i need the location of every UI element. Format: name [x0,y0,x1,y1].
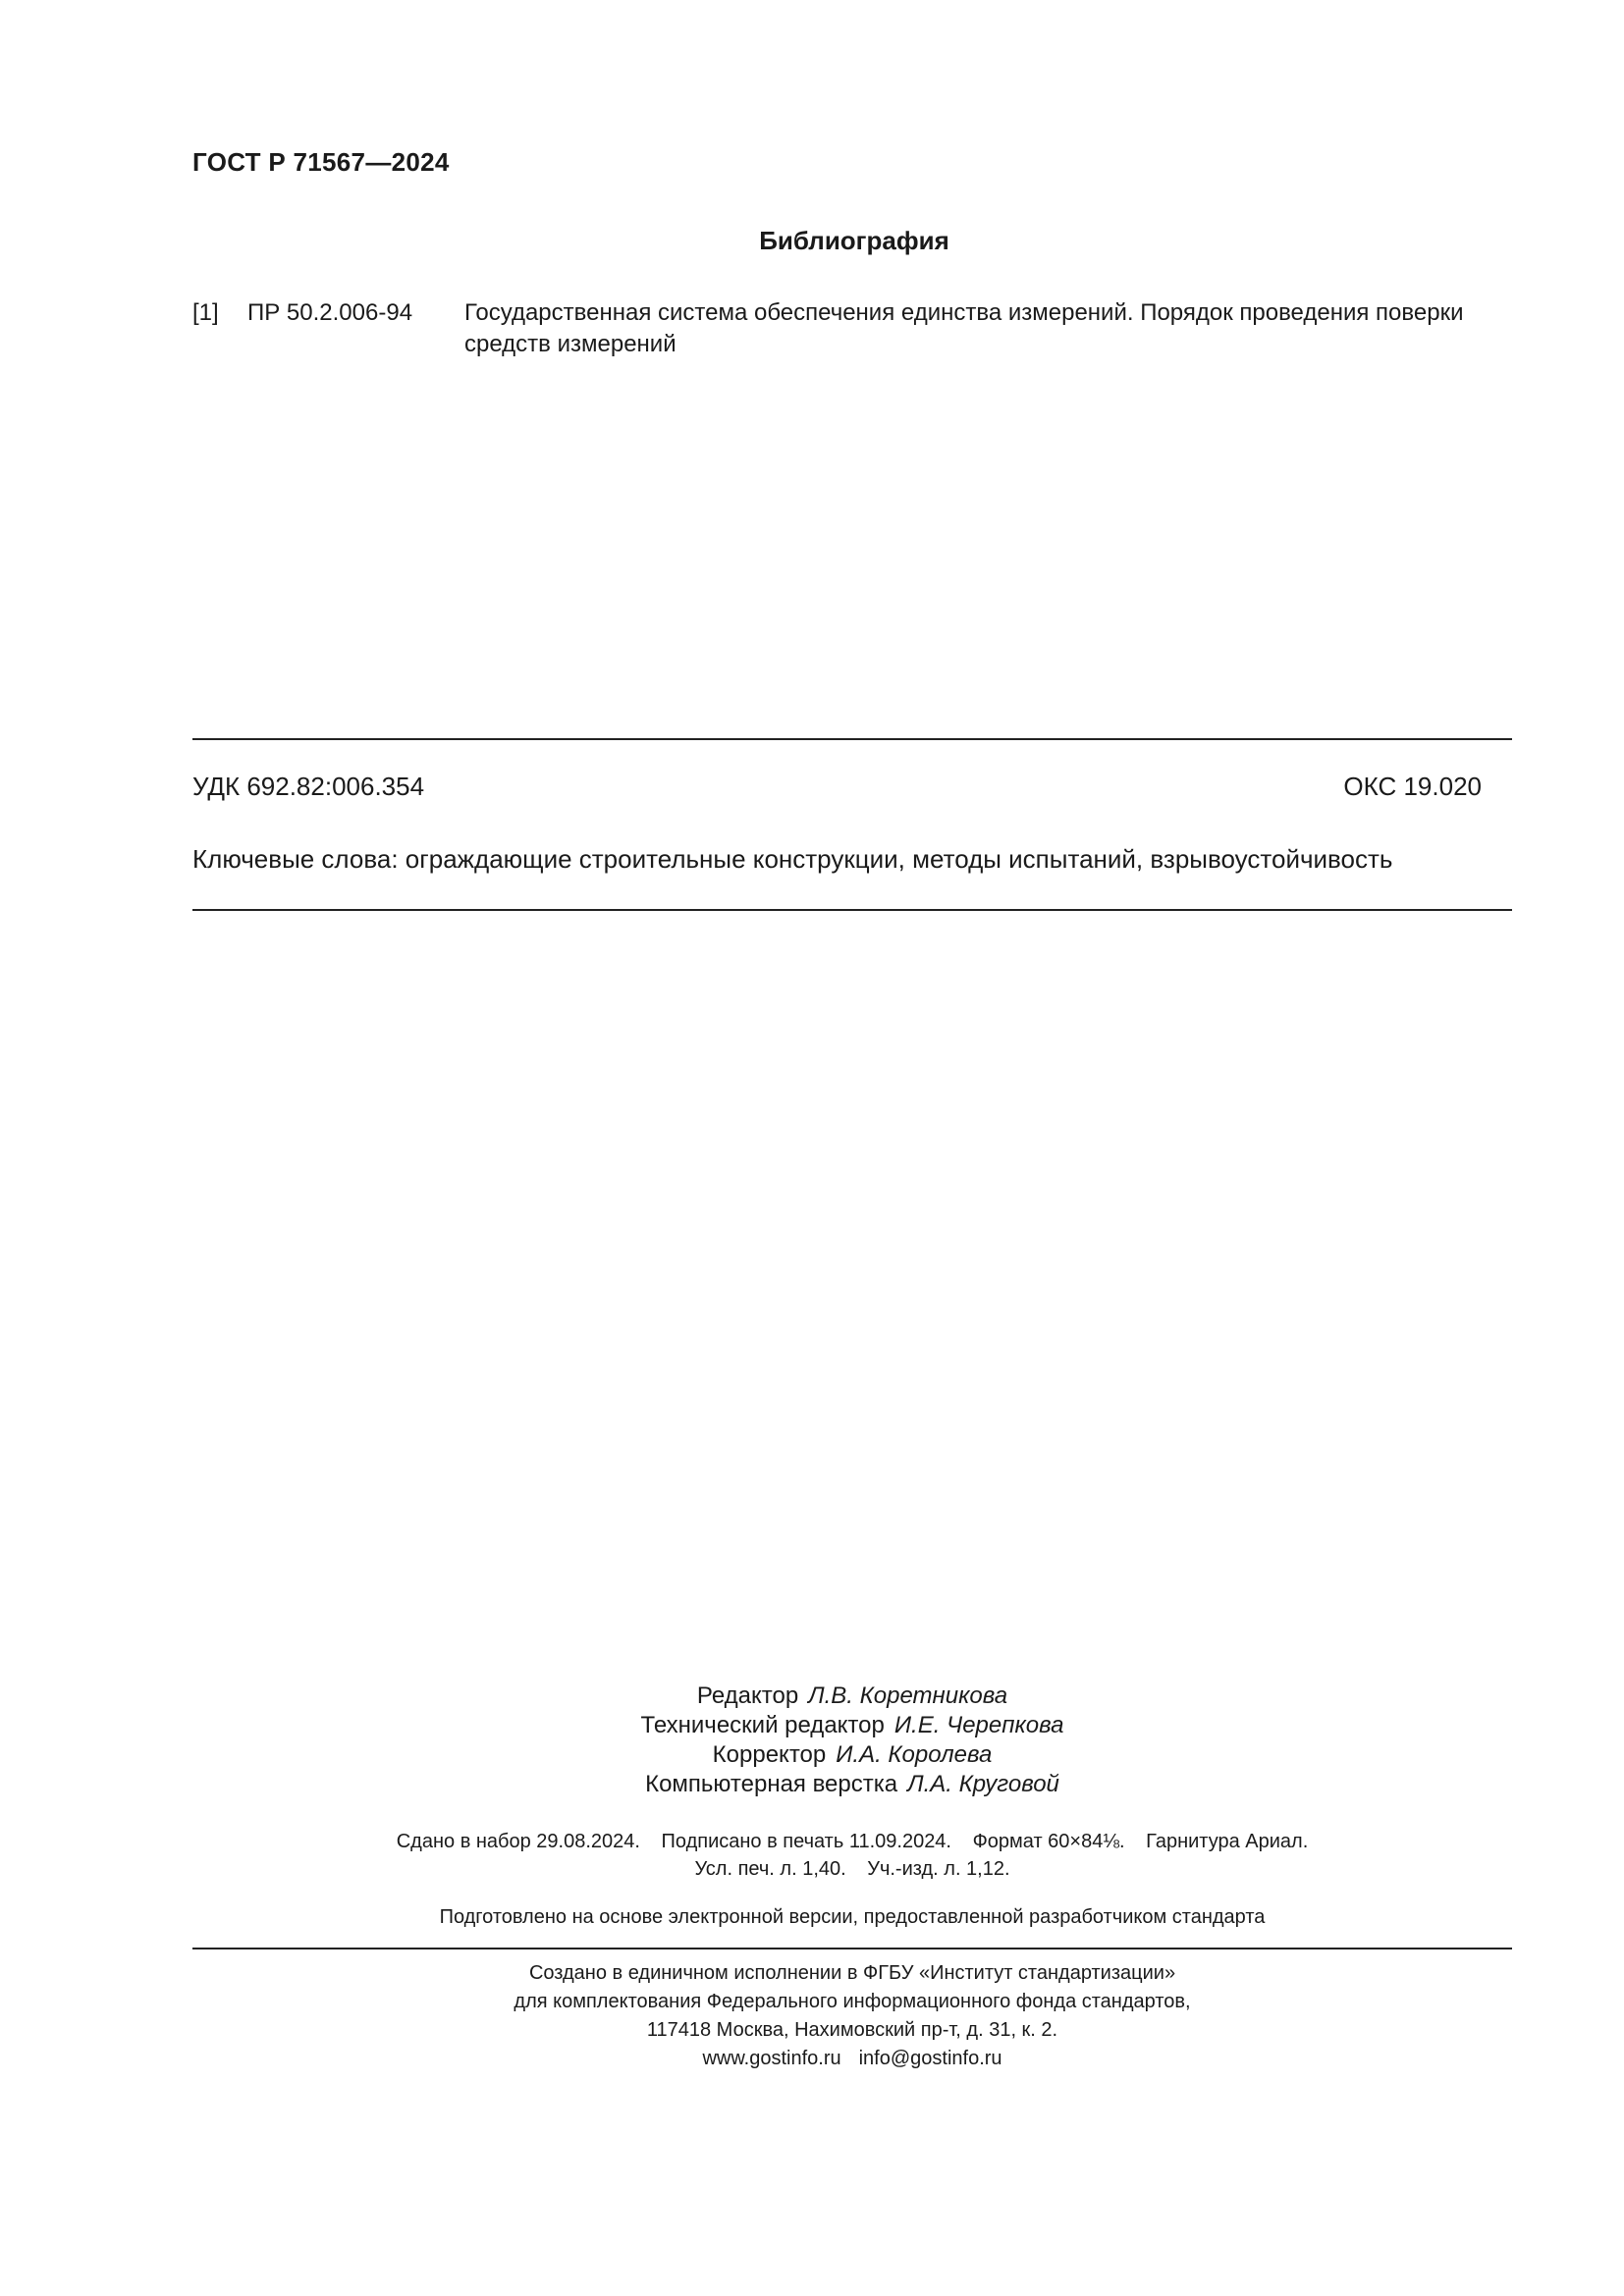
credit-role: Технический редактор [640,1712,885,1738]
credit-editor [192,1682,1512,1711]
credit-person: И.Е. Черепкова [893,1712,1064,1738]
credit-layout [192,1770,1512,1799]
website-link[interactable]: www.gostinfo.ru [702,2048,841,2069]
credits-block [192,1682,1512,1799]
divider-top [192,738,1512,740]
publisher-block [192,1959,1512,2073]
bibliography-title: Библиография [759,226,949,255]
publisher-links [192,2045,1512,2073]
print-info-line [192,1828,1512,1855]
print-info-line [192,1855,1512,1883]
bibliography-entry-title: Государственная система обеспечения единства измерений. Порядок проведения поверки средств измерений [464,299,1464,357]
credit-proofreader [192,1740,1512,1770]
credit-role: Корректор [712,1741,827,1768]
credit-person: Л.В. Коретникова [808,1682,1008,1709]
keywords: Ключевые слова: ограждающие строительные конструкции, методы испытаний, взрывоустойчивость [192,844,1393,874]
divider-bottom [192,1948,1512,1949]
prepared-note: Подготовлено на основе электронной версии, предоставленной разработчиком стандарта [439,1906,1266,1928]
document-code: ГОСТ Р 71567—2024 [192,147,450,177]
publisher-sheets: Уч.-изд. л. 1,12. [867,1858,1010,1880]
email-link[interactable]: info@gostinfo.ru [858,2048,1002,2069]
credit-person: Л.А. Круговой [907,1771,1059,1797]
print-sheets: Усл. печ. л. 1,40. [694,1858,846,1880]
print-date: Подписано в печать 11.09.2024. [661,1831,951,1852]
credit-role: Компьютерная верстка [645,1771,898,1797]
oks-code: ОКС 19.020 [1343,772,1482,801]
format: Формат 60×84⅛. [972,1831,1125,1852]
typeface: Гарнитура Ариал. [1146,1831,1309,1852]
publisher-address: 117418 Москва, Нахимовский пр-т, д. 31, к. 2. [646,2019,1058,2041]
credit-role: Редактор [696,1682,799,1709]
credit-technical-editor [192,1711,1512,1740]
divider-middle [192,909,1512,911]
publisher-line: для комплектования Федерального информационного фонда стандартов, [514,1991,1191,2012]
udk-code: УДК 692.82:006.354 [192,772,425,801]
typeset-date: Сдано в набор 29.08.2024. [396,1831,640,1852]
credit-person: И.А. Королева [836,1741,993,1768]
bibliography-entry-code: ПР 50.2.006-94 [247,299,413,326]
bibliography-entry-number: [1] [192,299,219,326]
publisher-line: Создано в единичном исполнении в ФГБУ «Институт стандартизации» [528,1962,1176,1984]
print-info [192,1828,1512,1883]
